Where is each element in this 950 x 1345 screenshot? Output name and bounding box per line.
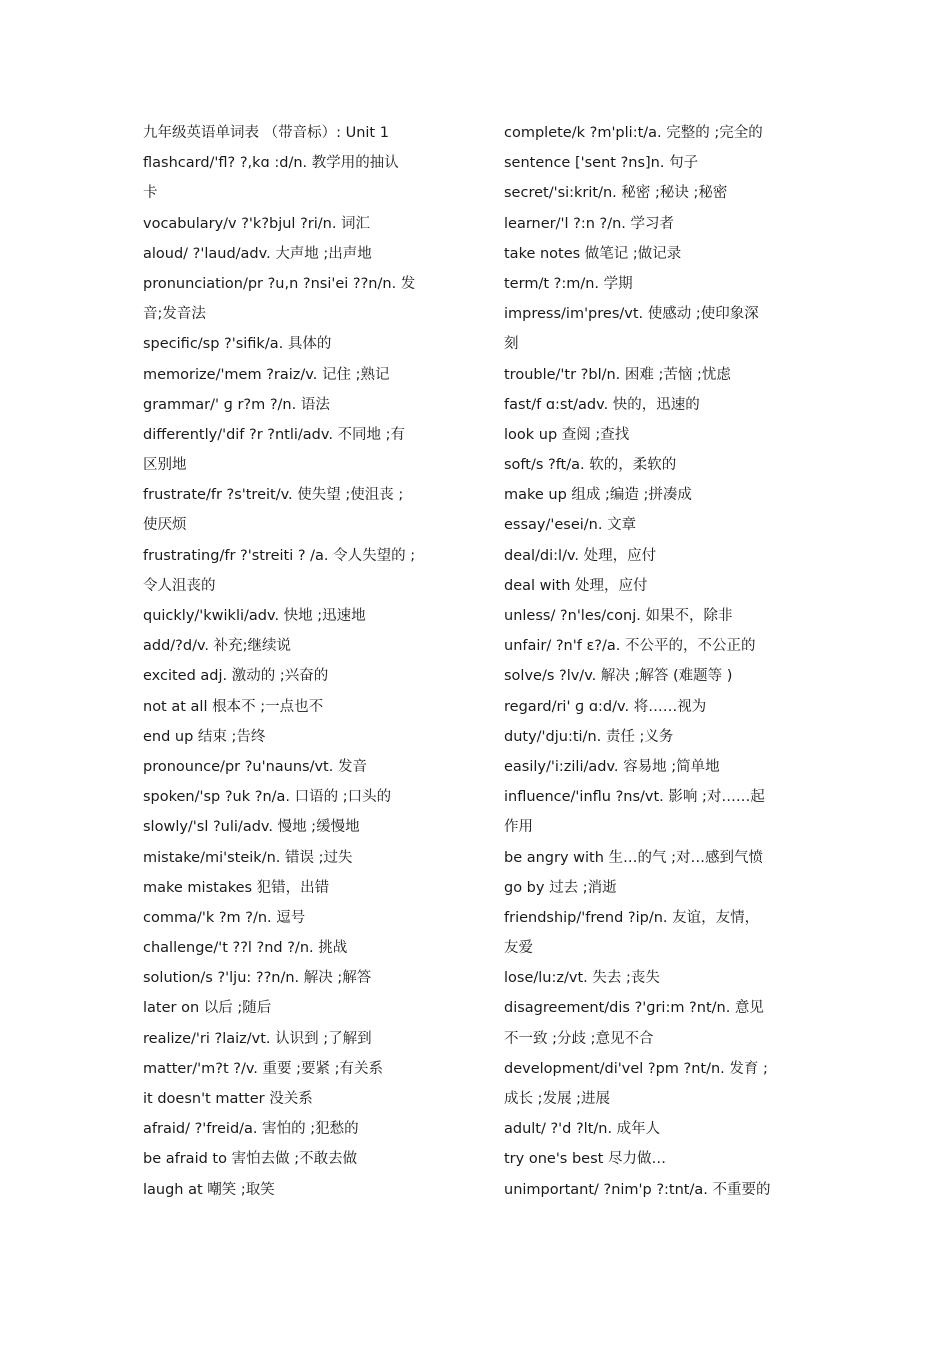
vocab-line: aloud/ ?'laud/adv. 大声地 ;出声地 <box>143 245 372 262</box>
vocab-line: solve/s ?lv/v. 解决 ;解答 (难题等 ) <box>504 668 733 685</box>
vocab-line: solution/s ?'lju: ??n/n. 解决 ;解答 <box>143 970 372 987</box>
vocab-line: 友爱 <box>504 940 533 957</box>
vocab-line: impress/im'pres/vt. 使感动 ;使印象深 <box>504 306 759 323</box>
vocab-line: vocabulary/v ?'k?bjul ?ri/n. 词汇 <box>143 215 371 232</box>
vocab-line: try one's best 尽力做… <box>504 1151 666 1168</box>
vocab-line: lose/lu:z/vt. 失去 ;丧失 <box>504 970 660 987</box>
vocab-line: differently/'dif ?r ?ntli/adv. 不同地 ;有 <box>143 426 406 443</box>
vocab-line: look up 查阅 ;查找 <box>504 426 630 443</box>
vocab-line: 音;发音法 <box>143 306 206 323</box>
vocab-line: excited adj. 激动的 ;兴奋的 <box>143 668 329 685</box>
vocab-line: spoken/'sp ?uk ?n/a. 口语的 ;口头的 <box>143 789 392 806</box>
vocab-line: mistake/mi'steik/n. 错误 ;过失 <box>143 849 353 866</box>
vocab-line: term/t ?:m/n. 学期 <box>504 275 633 292</box>
vocab-line: secret/'si:krit/n. 秘密 ;秘诀 ;秘密 <box>504 185 728 202</box>
vocab-line: regard/ri' ɡ ɑ:d/v. 将……视为 <box>504 698 707 715</box>
vocab-line: complete/k ?m'pli:t/a. 完整的 ;完全的 <box>504 125 763 141</box>
vocab-line: realize/'ri ?laiz/vt. 认识到 ;了解到 <box>143 1030 372 1047</box>
vocab-line: easily/'i:zili/adv. 容易地 ;简单地 <box>504 758 720 775</box>
vocab-line: specific/sp ?'sifik/a. 具体的 <box>143 336 332 353</box>
vocab-line: essay/'esei/n. 文章 <box>504 517 637 534</box>
vocab-line: disagreement/dis ?'ɡri:m ?nt/n. 意见 <box>504 1000 764 1017</box>
vocab-line: 卡 <box>143 185 158 202</box>
vocab-line: fast/f ɑ:st/adv. 快的，迅速的 <box>504 396 700 413</box>
vocab-line: go by 过去 ;消逝 <box>504 879 617 896</box>
vocab-line: frustrate/fr ?s'treit/v. 使失望 ;使沮丧 ; <box>143 487 404 504</box>
vocab-line: be afraid to 害怕去做 ;不敢去做 <box>143 1151 358 1168</box>
vocab-line: sentence ['sent ?ns]n. 句子 <box>504 155 699 172</box>
vocab-line: 使厌烦 <box>143 517 187 534</box>
vocab-line: matter/'m?t ?/v. 重要 ;要紧 ;有关系 <box>143 1060 383 1077</box>
vocab-line: 令人沮丧的 <box>143 577 216 594</box>
vocab-line: 作用 <box>504 819 533 836</box>
vocab-line: pronounce/pr ?u'nauns/vt. 发音 <box>143 758 367 775</box>
vocab-line: memorize/'mem ?raiz/v. 记住 ;熟记 <box>143 366 390 383</box>
vocab-line: 刻 <box>504 336 519 353</box>
vocab-line: take notes 做笔记 ;做记录 <box>504 245 682 262</box>
vocab-line: development/di'vel ?pm ?nt/n. 发育 ; <box>504 1060 768 1077</box>
vocab-line: slowly/'sl ?uli/adv. 慢地 ;缓慢地 <box>143 819 360 836</box>
vocab-line: 九年级英语单词表 （带音标）: Unit 1 <box>143 125 389 141</box>
vocab-line: influence/'influ ?ns/vt. 影响 ;对……起 <box>504 789 765 806</box>
vocab-line: flashcard/'fl? ?,kɑ :d/n. 教学用的抽认 <box>143 155 399 172</box>
vocab-line: unless/ ?n'les/conj. 如果不，除非 <box>504 608 733 624</box>
left-word-column <box>143 118 453 1205</box>
vocab-line: duty/'dju:ti/n. 责任 ;义务 <box>504 728 674 745</box>
vocab-line: make mistakes 犯错，出错 <box>143 879 330 896</box>
vocab-line: 不一致 ;分歧 ;意见不合 <box>504 1030 654 1047</box>
vocab-line: not at all 根本不 ;一点也不 <box>143 698 324 715</box>
vocab-line: deal/di:l/v. 处理，应付 <box>504 547 657 564</box>
vocab-line: frustrating/fr ?'streiti ? /a. 令人失望的 ; <box>143 547 416 564</box>
vocab-line: be angry with 生…的气 ;对…感到气愤 <box>504 849 764 866</box>
vocab-line: make up 组成 ;编造 ;拼凑成 <box>504 487 692 504</box>
vocab-line: challenge/'t ??l ?nd ?/n. 挑战 <box>143 940 348 957</box>
vocab-line: deal with 处理，应付 <box>504 577 648 594</box>
vocab-line: 成长 ;发展 ;进展 <box>504 1091 610 1107</box>
vocab-line: comma/'k ?m ?/n. 逗号 <box>143 909 306 926</box>
vocab-line: unfair/ ?n'f ε?/a. 不公平的，不公正的 <box>504 638 756 655</box>
vocab-line: learner/'l ?:n ?/n. 学习者 <box>504 215 674 232</box>
vocab-line: trouble/'tr ?bl/n. 困难 ;苦恼 ;忧虑 <box>504 366 731 383</box>
vocab-line: friendship/'frend ?ip/n. 友谊，友情， <box>504 909 760 926</box>
vocab-line: add/?d/v. 补充;继续说 <box>143 638 292 655</box>
vocab-line: laugh at 嘲笑 ;取笑 <box>143 1181 275 1198</box>
vocab-line: adult/ ?'d ?lt/n. 成年人 <box>504 1121 661 1138</box>
vocab-line: pronunciation/pr ?u,n ?nsi'ei ??n/n. 发 <box>143 275 416 292</box>
vocab-line: 区别地 <box>143 457 187 474</box>
vocab-line: afraid/ ?'freid/a. 害怕的 ;犯愁的 <box>143 1121 359 1138</box>
vocab-line: end up 结束 ;告终 <box>143 728 266 745</box>
vocab-line: soft/s ?ft/a. 软的，柔软的 <box>504 457 677 474</box>
vocab-line: unimportant/ ?nim'p ?:tnt/a. 不重要的 <box>504 1181 771 1198</box>
vocab-line: grammar/' ɡ r?m ?/n. 语法 <box>143 396 330 413</box>
right-word-column <box>504 118 814 1205</box>
vocab-line: later on 以后 ;随后 <box>143 1000 272 1017</box>
vocab-line: quickly/'kwikli/adv. 快地 ;迅速地 <box>143 608 366 624</box>
vocab-line: it doesn't matter 没关系 <box>143 1091 313 1107</box>
